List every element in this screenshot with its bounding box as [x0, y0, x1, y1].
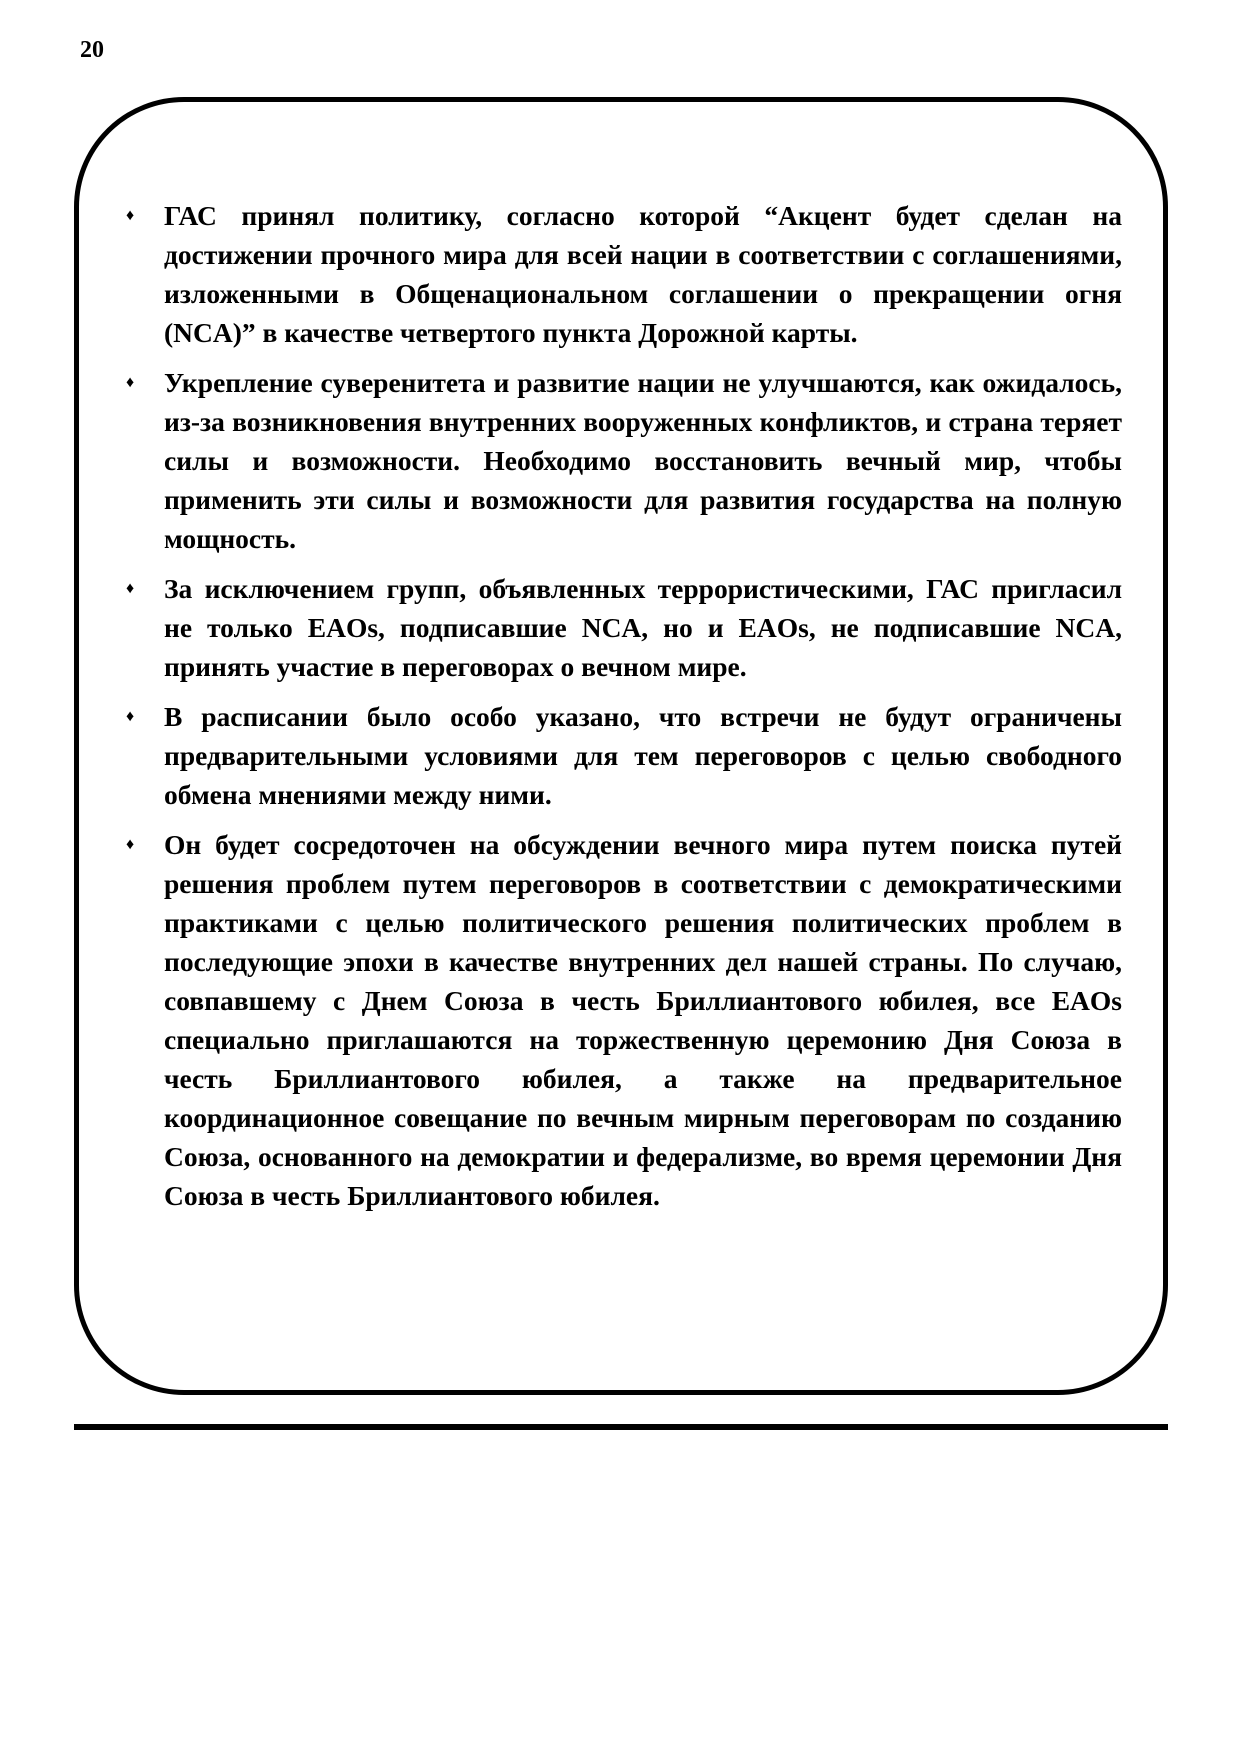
diamond-bullet-icon: ♦ [126, 207, 135, 224]
bullet-item [120, 363, 1122, 558]
bullet-text: Он будет сосредоточен на обсуждении вечного мира путем поиска путей решения проблем путем переговоров в соответствии с демократическими практиками с целью политического решения политических проблем в последующие эпохи в качестве внутренних дел нашей страны. По случаю, совпавшему с Днем Союза в честь Бриллиантового юбилея, все EAOs специально приглашаются на торжественную церемонию Дня Союза в честь Бриллиантового юбилея, а также на предварительное координационное совещание по вечным мирным переговорам по созданию Союза, основанного на демократии и федерализме, во время церемонии Дня Союза в честь Бриллиантового юбилея. [164, 829, 1122, 1211]
bullet-list [120, 196, 1122, 1226]
bullet-item [120, 825, 1122, 1215]
diamond-bullet-icon: ♦ [126, 708, 135, 725]
horizontal-rule [74, 1424, 1168, 1430]
bullet-text: В расписании было особо указано, что встречи не будут ограничены предварительными условиями для тем переговоров с целью свободного обмена мнениями между ними. [164, 701, 1122, 810]
bullet-text: За исключением групп, объявленных террористическими, ГАС пригласил не только EAOs, подписавшие NCA, но и EAOs, не подписавшие NCA, принять участие в переговорах о вечном мире. [164, 573, 1122, 682]
diamond-bullet-icon: ♦ [126, 374, 135, 391]
bullet-text: ГАС принял политику, согласно которой “Акцент будет сделан на достижении прочного мира для всей нации в соответствии с соглашениями, изложенными в Общенациональном соглашении о прекращении огня (NCA)” в качестве четвертого пункта Дорожной карты. [164, 200, 1122, 348]
page-number: 20 [80, 37, 104, 63]
bullet-item [120, 196, 1122, 352]
bullet-text: Укрепление суверенитета и развитие нации не улучшаются, как ожидалось, из-за возникновения внутренних вооруженных конфликтов, и страна теряет силы и возможности. Необходимо восстановить вечный мир, чтобы применить эти силы и возможности для развития государства на полную мощность. [164, 367, 1122, 554]
diamond-bullet-icon: ♦ [126, 580, 135, 597]
bullet-item [120, 569, 1122, 686]
diamond-bullet-icon: ♦ [126, 836, 135, 853]
bullet-item [120, 697, 1122, 814]
